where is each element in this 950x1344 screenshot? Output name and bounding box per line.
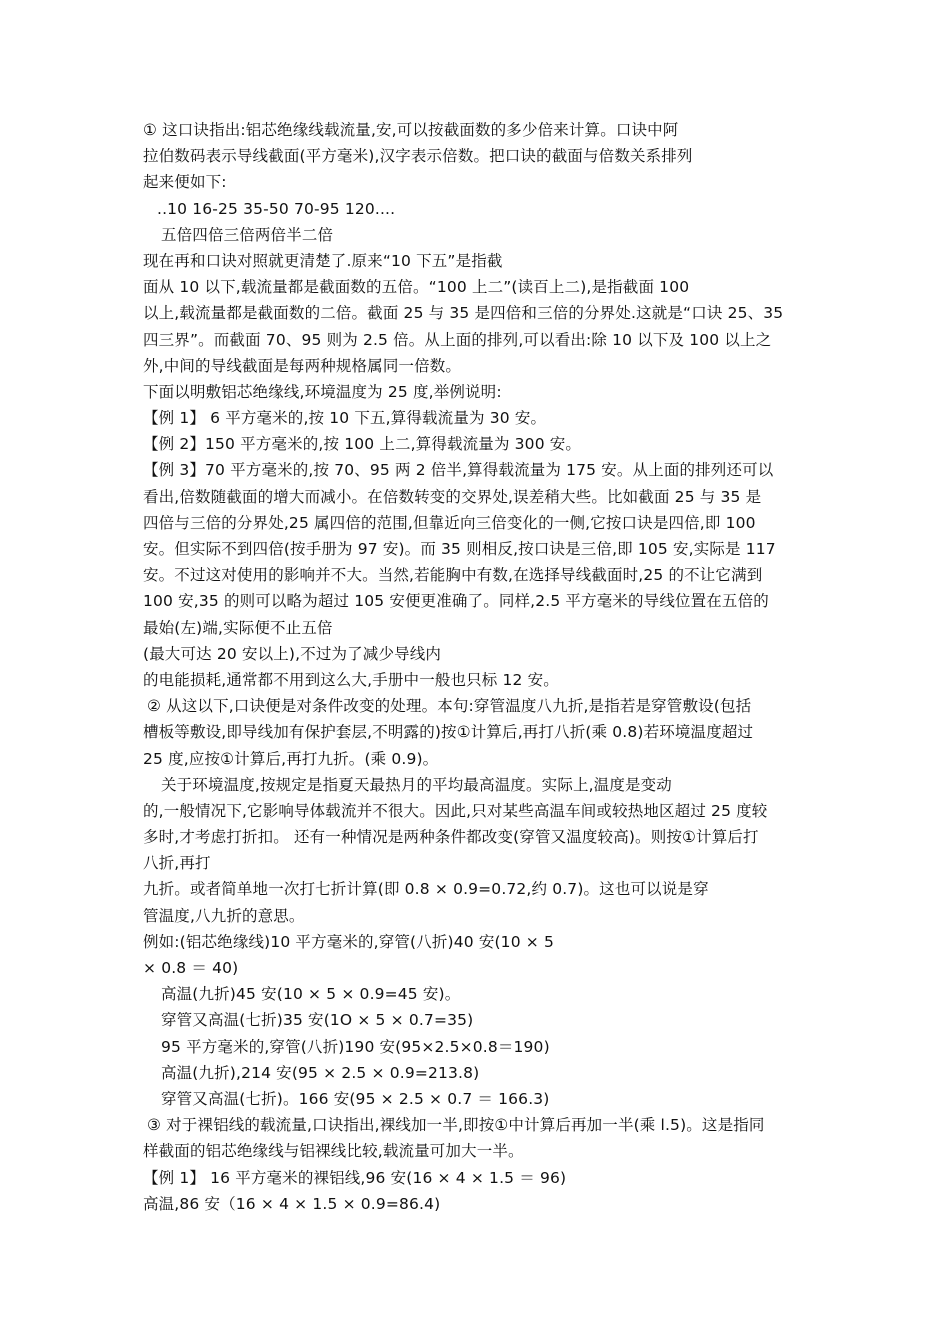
text-line: ..10 16-25 35-50 70-95 120.... — [157, 199, 396, 218]
text-line: 穿管又高温(七折)35 安(1O × 5 × 0.7=35) — [161, 1011, 474, 1030]
text-line: 高温,86 安（16 × 4 × 1.5 × 0.9=86.4) — [143, 1194, 441, 1213]
text-line: 【例 2】150 平方毫米的,按 100 上二,算得载流量为 300 安。 — [143, 435, 582, 454]
text-line: 安。不过这对使用的影响并不大。当然,若能胸中有数,在选择导线截面时,25 的不让它满到 — [143, 566, 763, 585]
text-line: 【例 1】 6 平方毫米的,按 10 下五,算得载流量为 30 安。 — [143, 409, 547, 428]
text-line: 九折。或者简单地一次打七折计算(即 0.8 × 0.9=0.72,约 0.7)。这也可以说是穿 — [143, 880, 709, 899]
text-line: 现在再和口诀对照就更清楚了.原来“10 下五”是指截 — [143, 251, 503, 270]
text-line: 的电能损耗,通常都不用到这么大,手册中一般也只标 12 安。 — [143, 670, 559, 689]
text-line: 关于环境温度,按规定是指夏天最热月的平均最高温度。实际上,温度是变动 — [161, 775, 672, 794]
text-line: 四倍与三倍的分界处,25 属四倍的范围,但靠近向三倍变化的一侧,它按口诀是四倍,即 100 — [143, 513, 756, 532]
text-line: 外,中间的导线截面是每两种规格属同一倍数。 — [143, 356, 462, 375]
text-line: 95 平方毫米的,穿管(八折)190 安(95×2.5×0.8＝190) — [161, 1037, 550, 1056]
text-line: × 0.8 ＝ 40) — [143, 959, 239, 977]
text-line: ① 这口诀指出:铝芯绝缘线载流量,安,可以按截面数的多少倍来计算。口诀中阿 — [143, 121, 679, 139]
text-line: 拉伯数码表示导线截面(平方毫米),汉字表示倍数。把口诀的截面与倍数关系排列 — [143, 147, 693, 166]
text-line: 多时,才考虑打折扣。 还有一种情况是两种条件都改变(穿管又温度较高)。则按①计算后打 — [143, 828, 759, 847]
text-line: 下面以明敷铝芯绝缘线,环境温度为 25 度,举例说明: — [143, 382, 502, 401]
text-line: 看出,倍数随截面的增大而减小。在倍数转变的交界处,误差稍大些。比如截面 25 与 35 是 — [143, 487, 762, 506]
text-line: 八折,再打 — [143, 854, 211, 873]
text-line: 管温度,八九折的意思。 — [143, 906, 305, 925]
text-line: 槽板等敷设,即导线加有保护套层,不明露的)按①计算后,再打八折(乘 0.8)若环境温度超过 — [143, 723, 754, 742]
text-line: 高温(九折)45 安(10 × 5 × 0.9=45 安)。 — [161, 985, 461, 1004]
text-line: 最始(左)端,实际便不止五倍 — [143, 618, 333, 637]
text-line: 【例 3】70 平方毫米的,按 70、95 两 2 倍半,算得载流量为 175 安。从上面的排列还可以 — [143, 461, 774, 480]
text-line: 例如:(铝芯绝缘线)10 平方毫米的,穿管(八折)40 安(10 × 5 — [143, 932, 555, 951]
text-line: 样截面的铝芯绝缘线与铝裸线比较,载流量可加大一半。 — [143, 1142, 524, 1161]
text-line: 25 度,应按①计算后,再打九折。(乘 0.9)。 — [143, 749, 439, 768]
text-line: 【例 1】 16 平方毫米的裸铝线,96 安(16 × 4 × 1.5 ＝ 96) — [143, 1168, 567, 1187]
text-line: 以上,载流量都是截面数的二倍。截面 25 与 35 是四倍和三倍的分界处.这就是“口诀 25、35 — [143, 304, 784, 323]
text-line: 起来便如下: — [143, 173, 227, 192]
text-line: 安。但实际不到四倍(按手册为 97 安)。而 35 则相反,按口诀是三倍,即 105 安,实际是 117 — [143, 540, 776, 558]
text-line: ③ 对于裸铝线的载流量,口诀指出,裸线加一半,即按①中计算后再加一半(乘 l.5)。这是指同 — [147, 1116, 765, 1135]
document-body — [143, 117, 823, 1217]
text-line: ② 从这以下,口诀便是对条件改变的处理。本句:穿管温度八九折,是指若是穿管敷设(包括 — [147, 697, 752, 716]
text-line: 高温(九折),214 安(95 × 2.5 × 0.9=213.8) — [161, 1063, 480, 1082]
text-line: 五倍四倍三倍两倍半二倍 — [161, 225, 334, 244]
text-line: 的,一般情况下,它影响导体载流并不很大。因此,只对某些高温车间或较热地区超过 25 度较 — [143, 801, 768, 820]
text-line: 面从 10 以下,载流量都是截面数的五倍。“100 上二”(读百上二),是指截面 100 — [143, 278, 690, 297]
text-line: 穿管又高温(七折)。166 安(95 × 2.5 × 0.7 ＝ 166.3) — [161, 1089, 550, 1108]
text-line: 100 安,35 的则可以略为超过 105 安便更准确了。同样,2.5 平方毫米的导线位置在五倍的 — [143, 592, 769, 611]
text-line: (最大可达 20 安以上),不过为了减少导线内 — [143, 644, 442, 663]
text-line: 四三界”。而截面 70、95 则为 2.5 倍。从上面的排列,可以看出:除 10 以下及 100 以上之 — [143, 330, 772, 349]
